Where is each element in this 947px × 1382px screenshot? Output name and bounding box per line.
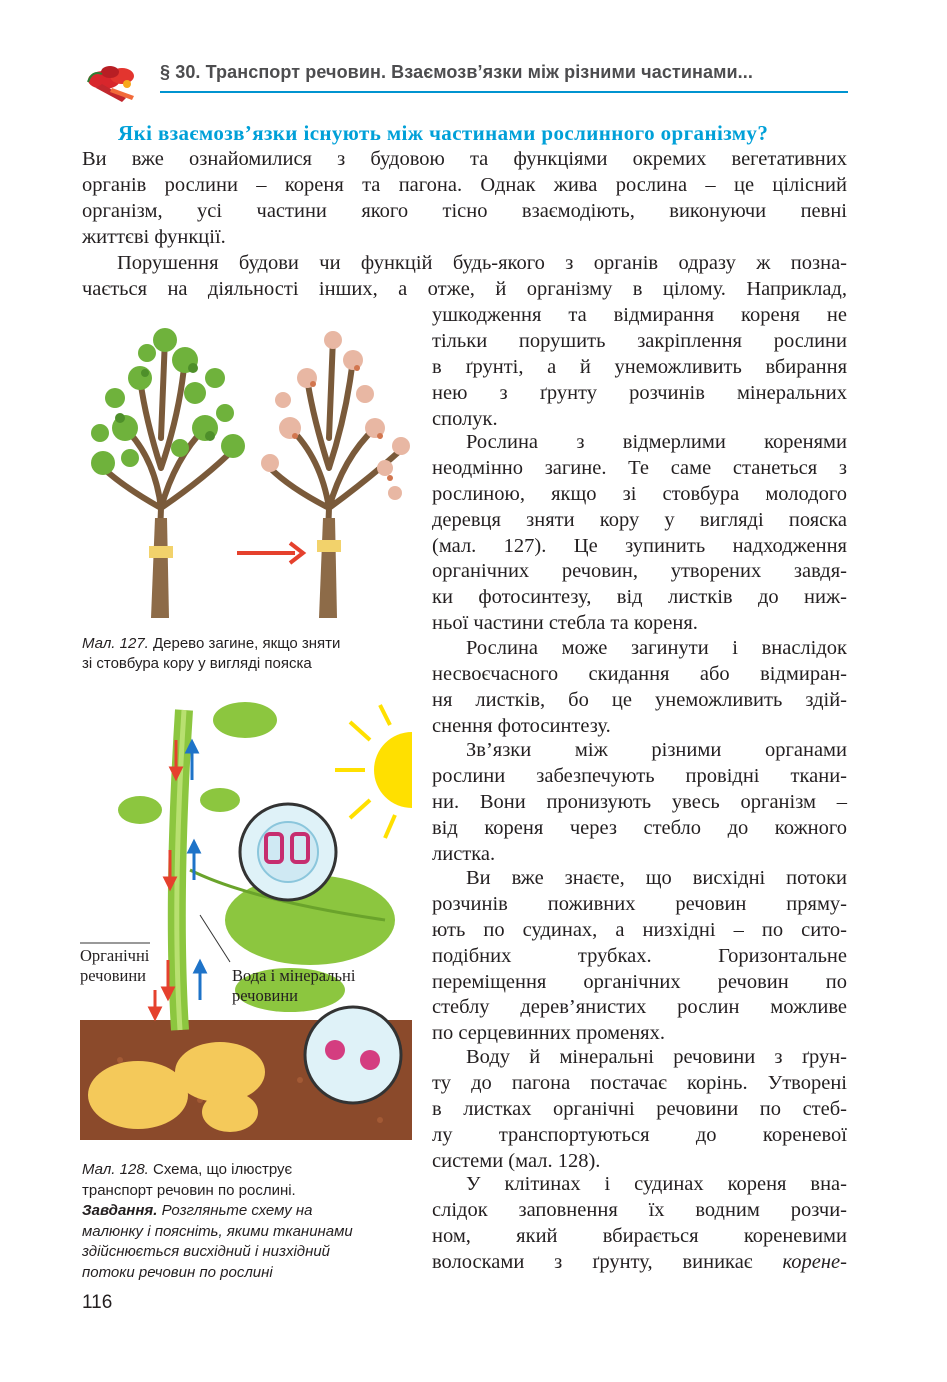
task-label: Завдання. <box>82 1202 158 1219</box>
text-line: подібних трубках. Горизонтальне <box>432 944 847 967</box>
text-line: переміщення органічних речовин по <box>432 970 847 993</box>
text-line: тільки порушить закріплення рослини <box>432 329 847 352</box>
text-line: сполук. <box>432 407 498 430</box>
text-span: волосками з ґрунту, виникає <box>432 1250 783 1273</box>
page-number: 116 <box>82 1292 113 1313</box>
paragraph-2 <box>82 251 847 303</box>
text-line: органів рослини – кореня та пагона. Однак жива рослина – це цілісний <box>82 173 847 196</box>
text-line: нею з ґрунту розчинів мінеральних <box>432 381 847 404</box>
text-line: ки фотосинтезу, від листків до ниж- <box>432 586 847 609</box>
text-line: Ви вже ознайомилися з будовою та функціями окремих вегетативних <box>82 148 847 170</box>
label-line: речовини <box>232 986 298 1005</box>
caption-line: здійснюється висхідний і низхідний <box>82 1243 331 1260</box>
figure-128-plant-transport-scheme <box>80 700 412 1140</box>
text-line: слідок заповнення їх водним розчи- <box>432 1198 847 1221</box>
right-arrow-icon <box>237 543 303 563</box>
text-line: рослини забезпечують провідні ткани- <box>432 764 847 787</box>
text-line: Порушення будови чи функцій будь-якого з органів одразу ж позна- <box>117 252 847 274</box>
text-line: життєві функції. <box>82 225 226 248</box>
text-line: організм, усі частини якого тісно взаємодіють, виконуючи певні <box>82 199 847 222</box>
paragraph-6 <box>432 866 847 1047</box>
text-line: в листках органічні речовини по стеб- <box>432 1097 847 1120</box>
stem-cross-section <box>240 804 336 900</box>
caption-line <box>82 1201 412 1222</box>
text-line: снення фотосинтезу. <box>432 714 611 737</box>
text-line: чається на діяльності інших, а отже, й організму в цілому. Наприклад, <box>82 277 847 300</box>
task-text: Розгляньте схему на <box>157 1202 313 1219</box>
figure-label: Мал. 128. <box>82 1161 149 1178</box>
caption-text: Дерево загине, якщо зняти <box>148 635 341 652</box>
paragraph-5 <box>432 738 847 867</box>
text-line: ном, який вбирається кореневими <box>432 1224 847 1247</box>
text-line: листка. <box>432 842 496 865</box>
text-line: рослиною, якщо зі стовбура молодого <box>432 482 847 505</box>
paragraph-8 <box>432 1172 847 1276</box>
text-line <box>432 1250 847 1276</box>
text-line: деревця зняти кору у вигляді пояска <box>432 508 847 531</box>
text-line: від кореня через стебло до кожного <box>432 816 847 839</box>
root-cross-section <box>305 1007 401 1103</box>
caption-line: малюнку і поясніть, якими тканинами <box>82 1222 353 1240</box>
caption-line <box>82 1160 412 1181</box>
text-line: ту до пагона постачає корінь. Утворені <box>432 1071 847 1094</box>
text-line: У клітинах і судинах кореня вна- <box>466 1173 847 1195</box>
text-line: Рослина з відмерлими коренями <box>466 431 847 453</box>
figure-127-caption <box>82 634 412 674</box>
paragraph-7 <box>432 1045 847 1174</box>
healthy-tree <box>91 328 245 618</box>
caption-line: транспорт речовин по рослині. <box>82 1181 296 1199</box>
text-line: органічних речовин, утворених завдя- <box>432 560 847 583</box>
text-line: лу транспортуються до кореневої <box>432 1123 847 1146</box>
label-line: Органічні <box>80 946 150 965</box>
header-title: § 30. Транспорт речовин. Взаємозв’язки між різними частинами... <box>160 62 753 82</box>
text-line: Ви вже знаєте, що висхідні потоки <box>466 867 847 889</box>
text-line: ють по судинах, а низхідні – по сито- <box>432 918 847 941</box>
figure-127-trees-illustration <box>85 318 415 618</box>
paragraph-2-continued <box>432 303 847 432</box>
text-line: в ґрунті, а й унеможливить вбирання <box>432 355 847 378</box>
sun-icon <box>335 705 412 838</box>
header-rule <box>160 91 848 93</box>
label-organic-substances <box>80 946 149 986</box>
caption-text: Схема, що ілюструє <box>148 1161 293 1178</box>
text-line: розчинів поживних речовин пряму- <box>432 892 847 915</box>
paragraph-3 <box>432 430 847 637</box>
text-line: ньої частини стебла та кореня. <box>432 612 698 635</box>
figure-label: Мал. 127. <box>82 635 149 652</box>
text-line: (мал. 127). Це зупинить надходження <box>432 534 847 557</box>
text-line: Рослина може загинути і внаслідок <box>466 637 847 659</box>
caption-line: зі стовбура кору у вигляді пояска <box>82 655 312 672</box>
label-line: речовини <box>80 966 146 985</box>
text-line: несвоєчасного скидання або відмиран- <box>432 662 847 685</box>
text-line: ушкодження та відмирання кореня не <box>432 304 847 326</box>
text-line: по серцевинних променях. <box>432 1022 665 1045</box>
red-flower-logo-icon <box>82 62 144 106</box>
label-line: Вода і мінеральні <box>232 966 356 985</box>
text-line: системи (мал. 128). <box>432 1149 601 1172</box>
text-line: ня листків, бо це унеможливить здій- <box>432 688 847 711</box>
text-line: стеблу дерев’янистих рослин можливе <box>432 996 847 1019</box>
label-water-minerals <box>232 966 355 1006</box>
dying-tree <box>261 331 410 618</box>
text-line: неодмінно загине. Те саме станеться з <box>432 456 847 479</box>
italic-term: корене- <box>782 1250 847 1273</box>
paragraph-1 <box>82 147 847 251</box>
figure-128-caption <box>82 1160 412 1283</box>
caption-line <box>82 634 412 654</box>
section-heading: Які взаємозв’язки існують між частинами рослинного організму? <box>118 121 769 145</box>
text-line: Воду й мінеральні речовини з ґрун- <box>466 1046 847 1068</box>
text-line: ни. Вони пронизують увесь організм – <box>432 790 847 813</box>
text-line: Зв’язки між різними органами <box>466 739 847 761</box>
caption-line: потоки речовин по рослині <box>82 1263 273 1281</box>
paragraph-4 <box>432 636 847 740</box>
